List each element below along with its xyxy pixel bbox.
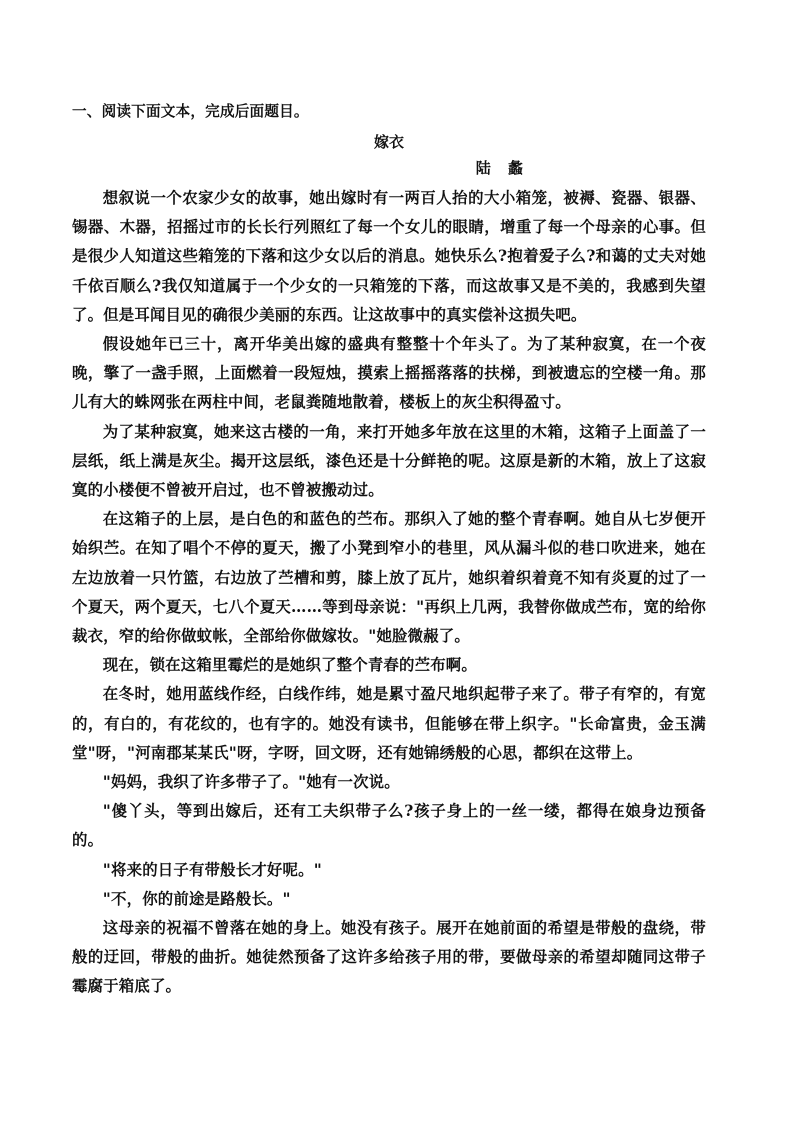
paragraph: "不，你的前途是路般长。" [102, 889, 291, 908]
paragraph: 假设她年已三十，离开华美出嫁的盛典有整整十个年头了。为了某种寂寞，在一个夜晚，擎了一盏手照，上面燃着一段短烛，摸索上摇摇落落的扶梯，到被遗忘的空楼一角。那儿有大的蛛网张在两柱中间，老鼠粪随地散着，楼板上的灰尘积得盈寸。 [72, 335, 706, 412]
paragraph: "将来的日子有带般长才好呢。" [102, 860, 322, 879]
paragraph: 现在，锁在这箱里霉烂的是她织了整个青春的苎布啊。 [102, 656, 477, 675]
paragraph: 为了某种寂寞，她来这古楼的一角，来打开她多年放在这里的木箱，这箱子上面盖了一层纸，纸上满是灰尘。揭开这层纸，漆色还是十分鲜艳的呢。这原是新的木箱，放上了这寂寞的小楼便不曾被开启过，也不曾被搬动过。 [72, 422, 706, 500]
paragraph: 在这箱子的上层，是白色的和蓝色的苎布。那织入了她的整个青春啊。她自从七岁便开始织苎。在知了唱个不停的夏天，搬了小凳到窄小的巷里，风从漏斗似的巷口吹进来，她在左边放着一只竹篮，右边放了苎槽和剪，膝上放了瓦片，她织着织着竟不知有炎夏的过了一个夏天，两个夏天，七八个夏天……等到母亲说："再织上几两，我替你做成苎布，宽的给你裁衣，窄的给你做蚊帐，全部给你做嫁妆。"她脸微赧了。 [72, 510, 706, 646]
article-author: 陆 蠡 [475, 159, 529, 177]
paragraph: 想叙说一个农家少女的故事，她出嫁时有一两百人抬的大小箱笼，被褥、瓷器、银器、锡器、木器，招摇过市的长长行列照红了每一个女儿的眼睛，增重了每一个母亲的心事。但是很少人知道这些箱笼的下落和这少女以后的消息。她快乐么?抱着爱子么?和蔼的丈夫对她千依百顺么?我仅知道属于一个少女的一只箱笼的下落，而这故事又是不美的，我感到失望了。但是耳闻目见的确很少美丽的东西。让这故事中的真实偿补这损失吧。 [72, 189, 706, 324]
question-heading: 一、阅读下面文本，完成后面题目。 [72, 103, 309, 120]
paragraph: "傻丫头，等到出嫁后，还有工夫织带子么?孩子身上的一丝一缕，都得在娘身边预备的。 [72, 802, 706, 850]
article-body [72, 184, 706, 1002]
paragraph: "妈妈，我织了许多带子了。"她有一次说。 [102, 773, 400, 792]
paragraph: 这母亲的祝福不曾落在她的身上。她没有孩子。展开在她前面的希望是带般的盘绕，带般的迂回，带般的曲折。她徒然预备了这许多给孩子用的带，要做母亲的希望却随同这带子霉腐于箱底了。 [72, 919, 706, 996]
article-title: 嫁衣 [373, 133, 404, 151]
paragraph: 在冬时，她用蓝线作经，白线作纬，她是累寸盈尺地织起带子来了。带子有窄的，有宽的，有白的，有花纹的，也有字的。她没有读书，但能够在带上织字。"长命富贵，金玉满堂"呀，"河南郡某某氏"呀，字呀，回文呀，还有她锦绣般的心思，都织在这带上。 [72, 685, 706, 762]
